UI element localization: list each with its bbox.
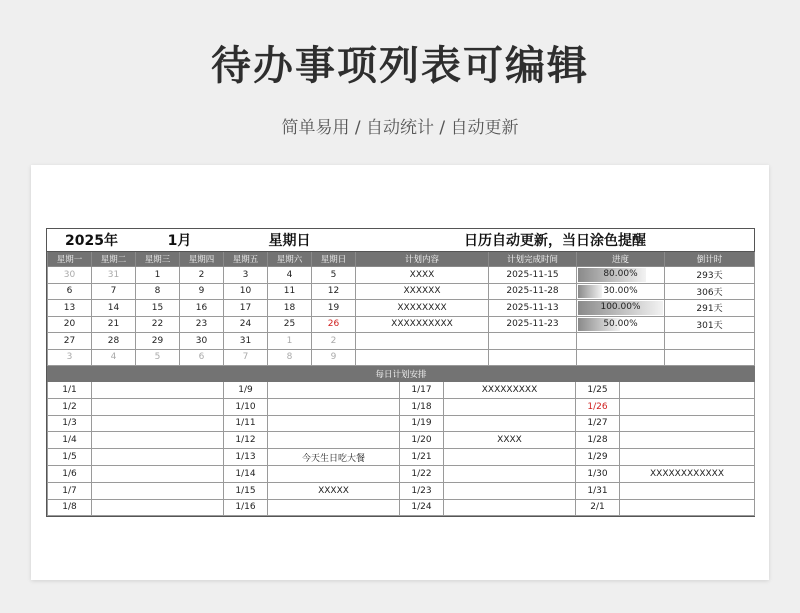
task-content-cell[interactable] [356,349,489,366]
daily-plan-row [48,449,755,466]
daily-plan-cell[interactable] [620,482,755,499]
weekday-header: 星期一 [48,252,92,267]
daily-date-cell: 1/16 [224,499,268,516]
daily-plan-row [48,482,755,499]
daily-plan-row [48,415,755,432]
calendar-day-cell[interactable]: 7 [92,283,136,300]
calendar-row [48,283,755,300]
daily-plan-row [48,398,755,415]
task-column-header: 计划完成时间 [489,252,577,267]
daily-plan-cell[interactable] [268,432,400,449]
calendar-day-cell[interactable]: 1 [268,333,312,350]
year-cell[interactable]: 2025年 [48,229,136,252]
calendar-day-cell[interactable]: 22 [136,316,180,333]
calendar-day-cell[interactable]: 18 [268,300,312,317]
calendar-day-cell[interactable]: 21 [92,316,136,333]
page-title: 待办事项列表可编辑 [211,43,589,89]
task-date-cell[interactable]: 2025-11-15 [489,267,577,284]
calendar-day-cell[interactable]: 5 [136,349,180,366]
weekday-header: 星期五 [224,252,268,267]
daily-plan-cell[interactable] [444,482,576,499]
daily-date-cell: 1/27 [576,415,620,432]
daily-date-cell: 1/24 [400,499,444,516]
daily-plan-cell[interactable] [444,465,576,482]
task-date-cell[interactable] [489,333,577,350]
calendar-row [48,349,755,366]
calendar-day-cell[interactable]: 31 [224,333,268,350]
daily-plan-row [48,382,755,399]
weekday-header: 星期六 [268,252,312,267]
column-header-row [48,252,755,267]
daily-plan-cell[interactable] [444,499,576,516]
task-countdown-cell: 306天 [665,283,755,300]
daily-plan-row [48,499,755,516]
calendar-task-table [47,229,755,366]
calendar-day-cell[interactable]: 26 [312,316,356,333]
daily-plan-cell[interactable] [92,398,224,415]
daily-date-cell: 1/9 [224,382,268,399]
daily-date-cell: 1/5 [48,449,92,466]
progress-label: 30.00% [603,285,638,296]
daily-section-title: 每日计划安排 [48,367,755,382]
daily-date-cell: 1/11 [224,415,268,432]
calendar-day-cell[interactable]: 3 [224,267,268,284]
daily-plan-cell[interactable] [620,382,755,399]
daily-date-cell: 1/3 [48,415,92,432]
daily-date-cell: 1/14 [224,465,268,482]
daily-plan-cell[interactable] [444,415,576,432]
daily-date-cell: 1/4 [48,432,92,449]
task-content-cell[interactable] [356,333,489,350]
task-date-cell[interactable]: 2025-11-23 [489,316,577,333]
calendar-day-cell[interactable]: 6 [180,349,224,366]
daily-date-cell: 1/18 [400,398,444,415]
calendar-day-cell[interactable]: 11 [268,283,312,300]
calendar-day-cell[interactable]: 19 [312,300,356,317]
daily-plan-cell[interactable] [92,499,224,516]
daily-plan-cell[interactable]: XXXXX [268,482,400,499]
daily-date-cell: 1/6 [48,465,92,482]
task-date-cell[interactable]: 2025-11-28 [489,283,577,300]
progress-label: 100.00% [600,302,641,312]
sheet-header-row [48,229,755,252]
daily-plan-cell[interactable] [92,482,224,499]
daily-plan-cell[interactable] [92,465,224,482]
daily-plan-cell[interactable] [92,415,224,432]
daily-plan-cell[interactable]: 今天生日吃大餐 [268,449,400,466]
task-content-cell[interactable]: XXXXXXXXXX [356,316,489,333]
calendar-day-cell[interactable]: 13 [48,300,92,317]
daily-plan-cell[interactable]: XXXXXXXXX [444,382,576,399]
daily-date-cell: 1/22 [400,465,444,482]
calendar-day-cell[interactable]: 9 [312,349,356,366]
calendar-day-cell[interactable]: 12 [312,283,356,300]
daily-date-cell: 1/19 [400,415,444,432]
task-date-cell[interactable]: 2025-11-13 [489,300,577,317]
daily-date-cell: 1/23 [400,482,444,499]
task-column-header: 进度 [577,252,665,267]
calendar-day-cell[interactable]: 6 [48,283,92,300]
task-progress-cell[interactable] [577,267,665,284]
calendar-day-cell[interactable]: 16 [180,300,224,317]
progress-bar-container [577,317,664,333]
calendar-day-cell[interactable]: 29 [136,333,180,350]
calendar-day-cell[interactable]: 27 [48,333,92,350]
daily-date-cell: 1/2 [48,398,92,415]
calendar-day-cell[interactable]: 5 [312,267,356,284]
calendar-day-cell[interactable]: 8 [268,349,312,366]
daily-date-cell: 1/10 [224,398,268,415]
daily-plan-cell[interactable] [268,398,400,415]
daily-date-cell: 1/8 [48,499,92,516]
calendar-day-cell[interactable]: 10 [224,283,268,300]
daily-plan-cell[interactable] [268,415,400,432]
task-progress-cell[interactable] [577,333,665,350]
month-cell[interactable]: 1月 [136,229,224,252]
calendar-day-cell[interactable]: 3 [48,349,92,366]
daily-plan-cell[interactable] [92,449,224,466]
progress-bar-container [577,284,664,300]
daily-date-cell: 1/31 [576,482,620,499]
daily-date-cell: 1/21 [400,449,444,466]
weekday-header: 星期二 [92,252,136,267]
todo-sheet [46,228,755,517]
task-progress-cell[interactable] [577,316,665,333]
calendar-day-cell[interactable]: 4 [268,267,312,284]
daily-plan-row [48,465,755,482]
daily-plan-cell[interactable] [268,465,400,482]
daily-date-cell: 1/20 [400,432,444,449]
task-column-header: 倒计时 [665,252,755,267]
task-countdown-cell: 291天 [665,300,755,317]
daily-date-cell: 1/13 [224,449,268,466]
daily-plan-table [47,366,755,516]
calendar-day-cell[interactable]: 14 [92,300,136,317]
daily-plan-cell[interactable] [268,499,400,516]
daily-plan-cell[interactable] [620,432,755,449]
daily-date-cell: 2/1 [576,499,620,516]
calendar-day-cell[interactable]: 30 [180,333,224,350]
page-subtitle: 简单易用 / 自动统计 / 自动更新 [281,118,519,138]
weekday-cell: 星期日 [224,229,356,252]
daily-plan-row [48,432,755,449]
daily-date-cell: 1/17 [400,382,444,399]
calendar-day-cell[interactable]: 7 [224,349,268,366]
task-content-cell[interactable]: XXXX [356,267,489,284]
daily-plan-cell[interactable] [620,415,755,432]
calendar-day-cell[interactable]: 1 [136,267,180,284]
progress-label: 80.00% [603,269,638,279]
task-column-header: 计划内容 [356,252,489,267]
task-content-cell[interactable]: XXXXXXXX [356,300,489,317]
calendar-row [48,316,755,333]
daily-date-cell: 1/28 [576,432,620,449]
progress-bar-container [577,300,664,316]
calendar-day-cell[interactable]: 2 [180,267,224,284]
task-progress-cell[interactable] [577,283,665,300]
calendar-day-cell[interactable]: 20 [48,316,92,333]
daily-plan-cell[interactable] [620,499,755,516]
calendar-day-cell[interactable]: 9 [180,283,224,300]
task-progress-cell[interactable] [577,300,665,317]
task-progress-cell[interactable] [577,349,665,366]
calendar-day-cell[interactable]: 31 [92,267,136,284]
calendar-row [48,300,755,317]
daily-plan-cell[interactable] [92,382,224,399]
task-countdown-cell: 293天 [665,267,755,284]
daily-plan-cell[interactable] [92,432,224,449]
daily-date-cell: 1/15 [224,482,268,499]
calendar-day-cell[interactable]: 4 [92,349,136,366]
calendar-row [48,267,755,284]
daily-plan-cell[interactable] [444,398,576,415]
daily-date-cell: 1/26 [576,398,620,415]
task-countdown-cell [665,349,755,366]
calendar-day-cell[interactable]: 28 [92,333,136,350]
calendar-day-cell[interactable]: 30 [48,267,92,284]
daily-date-cell: 1/30 [576,465,620,482]
task-content-cell[interactable]: XXXXXX [356,283,489,300]
calendar-day-cell[interactable]: 17 [224,300,268,317]
task-countdown-cell: 301天 [665,316,755,333]
daily-date-cell: 1/1 [48,382,92,399]
daily-plan-cell[interactable] [620,449,755,466]
calendar-day-cell[interactable]: 2 [312,333,356,350]
task-date-cell[interactable] [489,349,577,366]
daily-plan-cell[interactable] [268,382,400,399]
calendar-day-cell[interactable]: 15 [136,300,180,317]
daily-section-header [48,367,755,382]
header-note: 日历自动更新，当日涂色提醒 [356,229,755,252]
weekday-header: 星期日 [312,252,356,267]
daily-plan-cell[interactable]: XXXX [444,432,576,449]
weekday-header: 星期四 [180,252,224,267]
daily-plan-cell[interactable] [444,449,576,466]
spreadsheet-card [31,165,769,580]
daily-date-cell: 1/25 [576,382,620,399]
calendar-row [48,333,755,350]
daily-plan-cell[interactable] [620,398,755,415]
calendar-day-cell[interactable]: 24 [224,316,268,333]
calendar-day-cell[interactable]: 25 [268,316,312,333]
daily-date-cell: 1/12 [224,432,268,449]
daily-date-cell: 1/7 [48,482,92,499]
progress-label: 50.00% [603,318,638,329]
calendar-day-cell[interactable]: 8 [136,283,180,300]
task-countdown-cell [665,333,755,350]
progress-bar-container [577,267,664,283]
daily-date-cell: 1/29 [576,449,620,466]
daily-plan-cell[interactable]: XXXXXXXXXXXX [620,465,755,482]
weekday-header: 星期三 [136,252,180,267]
calendar-day-cell[interactable]: 23 [180,316,224,333]
